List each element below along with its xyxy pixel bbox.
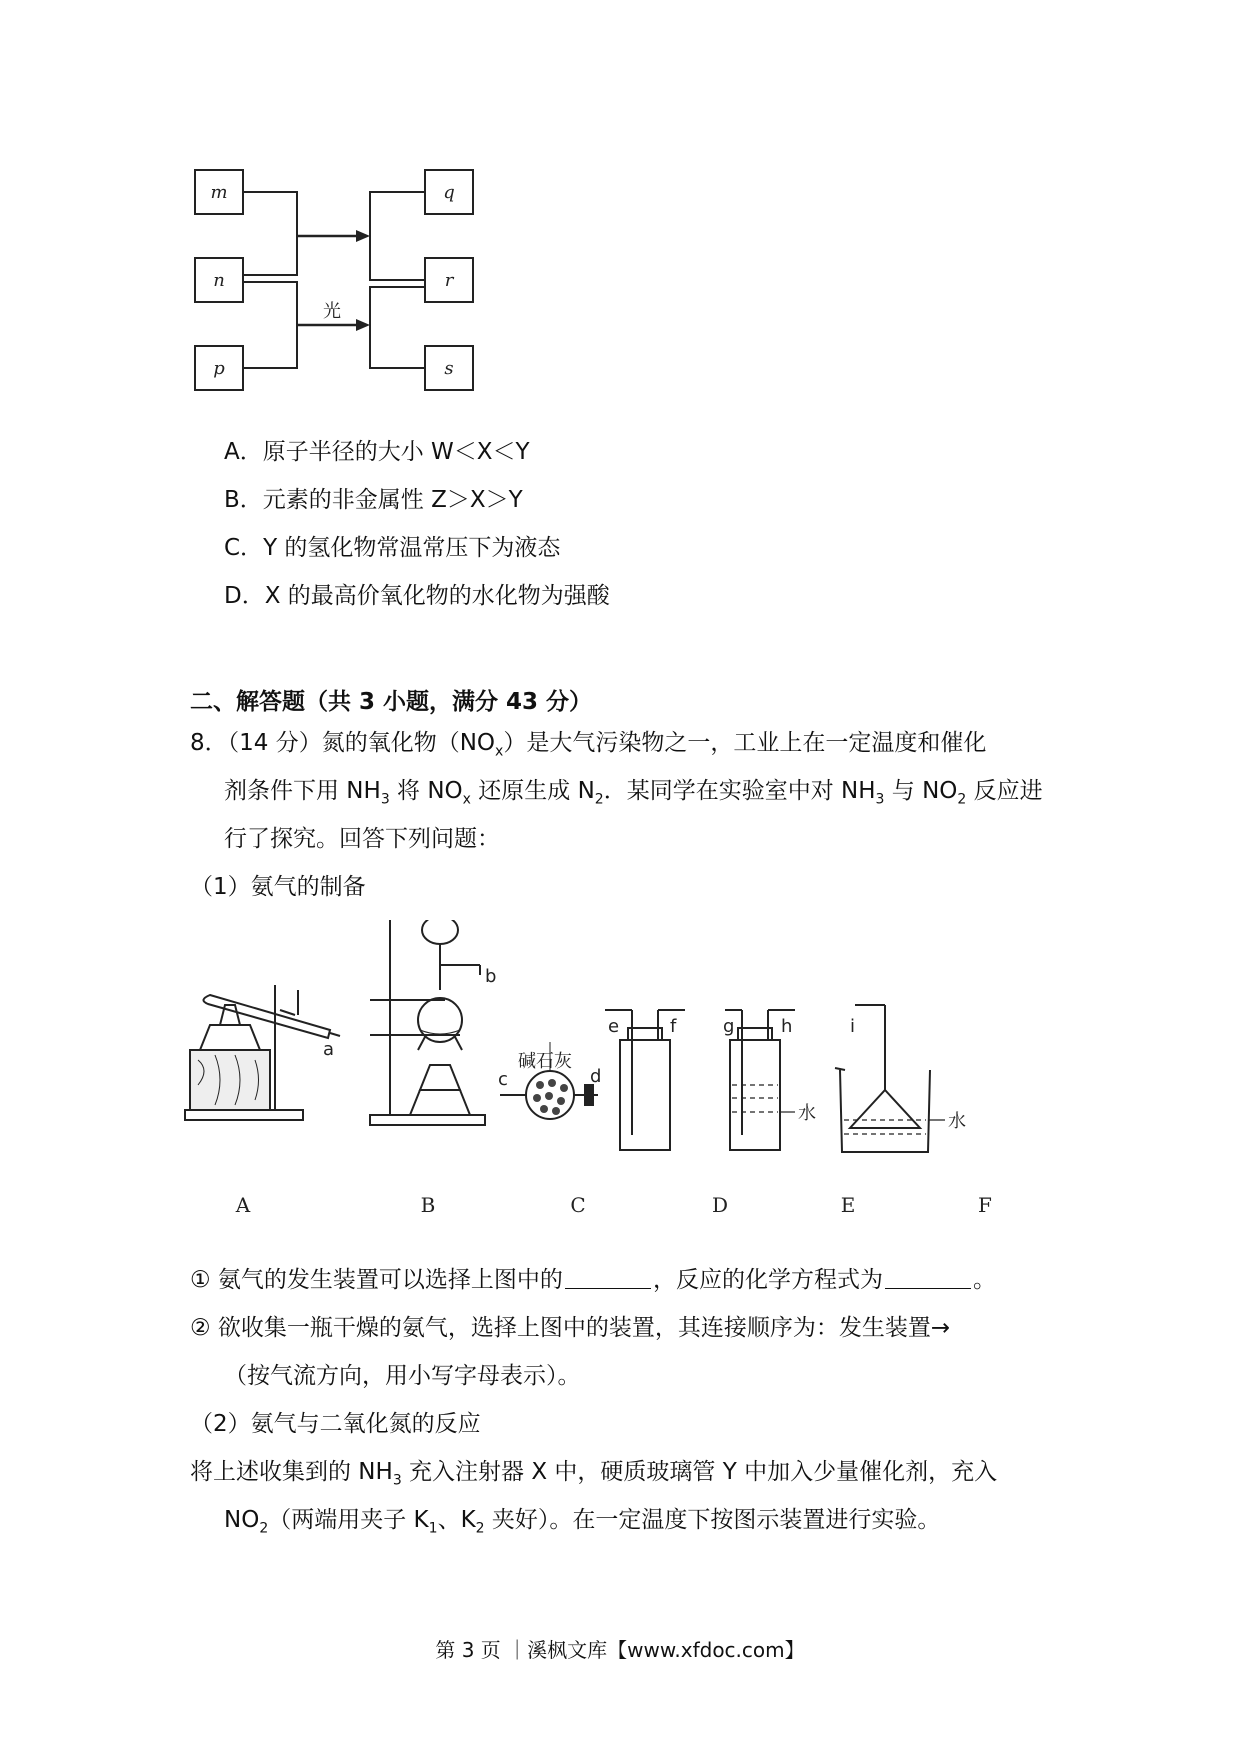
apparatus-label-b: B	[420, 1193, 436, 1217]
q8-p2-sub: 1	[428, 1520, 438, 1537]
option-c-letter: C．	[224, 535, 264, 561]
apparatus-label-c: C	[570, 1193, 586, 1217]
answer-blank-apparatus[interactable]	[565, 1266, 651, 1289]
q8-line2-part: 剂条件下用 NH	[224, 778, 381, 804]
label-soda-lime: 碱石灰	[518, 1051, 572, 1072]
option-b-letter: B．	[224, 487, 263, 513]
q8-item1-a: ① 氨气的发生装置可以选择上图中的	[190, 1267, 563, 1293]
option-a	[224, 437, 530, 467]
option-d-text: X 的最高价氧化物的水化物为强酸	[264, 583, 610, 609]
apparatus-label-a: A	[235, 1193, 251, 1217]
light-label: 光	[323, 301, 341, 322]
apparatus-b	[370, 920, 485, 1125]
q8-line1-c: ）是大气污染物之一，工业上在一定温度和催化	[503, 730, 987, 756]
label-water-e: 水	[798, 1103, 816, 1124]
q8-line2-part: 将 NO	[389, 778, 463, 804]
apparatus-figure	[180, 920, 1060, 1220]
box-q-label: q	[443, 182, 455, 203]
option-b	[224, 485, 523, 515]
page-footer: 第 3 页 ｜溪枫文库【www.xfdoc.com】	[435, 1638, 805, 1662]
apparatus-a	[185, 985, 340, 1120]
arrow-head-lower	[356, 319, 370, 331]
option-a-letter: A．	[224, 439, 263, 465]
option-c-text: Y 的氢化物常温常压下为液态	[263, 535, 561, 561]
q8-p2-part: NO	[224, 1507, 260, 1533]
q8-item-2-cont: （按气流方向，用小写字母表示）。	[224, 1363, 581, 1389]
q8-p2-sub: 2	[259, 1520, 269, 1537]
label-b: b	[485, 966, 497, 987]
q8-p1-sub: 3	[392, 1472, 402, 1489]
q8-line2-sub: 3	[380, 791, 390, 808]
q8-p2-part: 、K	[437, 1507, 476, 1533]
q8-p1-part: 充入注射器 X 中，硬质玻璃管 Y 中加入少量催化剂，充入	[401, 1459, 998, 1485]
reaction-flow-diagram	[190, 165, 490, 395]
q8-line2-part: ．某同学在实验室中对 NH	[603, 778, 876, 804]
label-c: c	[498, 1069, 508, 1090]
arrow-head-upper	[356, 230, 370, 242]
q8-line2-sub: 2	[957, 791, 967, 808]
q8-line1-a: 氮的氧化物（NO	[321, 730, 496, 756]
apparatus-label-e: E	[840, 1193, 856, 1217]
option-b-text: 元素的非金属性 Z＞X＞Y	[262, 487, 523, 513]
box-s-label: s	[444, 358, 454, 379]
box-p-label: p	[213, 358, 225, 379]
q8-sub1-heading: （1）氨气的制备	[190, 874, 366, 900]
q8-p2-part: 夹好）。在一定温度下按图示装置进行实验。	[484, 1507, 941, 1533]
option-d-letter: D．	[224, 583, 265, 609]
q8-line-1	[190, 728, 986, 758]
section-title: 二、解答题（共 3 小题，满分 43 分）	[190, 689, 593, 715]
q8-p1-part: 将上述收集到的 NH	[190, 1459, 393, 1485]
q8-number: 8．	[190, 730, 228, 756]
box-r-label: r	[444, 270, 454, 291]
q8-item-1	[190, 1265, 996, 1295]
label-d: d	[590, 1066, 602, 1087]
label-a: a	[323, 1039, 335, 1060]
label-g: g	[723, 1016, 735, 1037]
q8-line-2	[224, 776, 1043, 806]
label-water-f: 水	[948, 1111, 966, 1132]
q8-item1-b: ，反应的化学方程式为	[652, 1267, 883, 1293]
apparatus-label-f: F	[978, 1193, 992, 1217]
q8-line2-part: 反应进	[966, 778, 1043, 804]
option-c	[224, 533, 560, 563]
answer-blank-equation[interactable]	[885, 1266, 971, 1289]
q8-line-3: 行了探究。回答下列问题：	[224, 826, 500, 852]
apparatus-label-d: D	[711, 1193, 729, 1217]
label-h: h	[781, 1016, 793, 1037]
q8-line2-sub: 3	[875, 791, 885, 808]
q8-line2-sub: x	[462, 791, 471, 808]
q8-item-2: ② 欲收集一瓶干燥的氨气，选择上图中的装置，其连接顺序为：发生装置→	[190, 1315, 951, 1341]
q8-p2-sub: 2	[475, 1520, 485, 1537]
option-d	[224, 581, 610, 611]
box-m-label: m	[210, 182, 228, 203]
q8-paragraph-line-1	[190, 1457, 997, 1487]
option-a-text: 原子半径的大小 W＜X＜Y	[262, 439, 530, 465]
q8-score: （14 分）	[227, 730, 322, 756]
q8-paragraph-line-2	[224, 1505, 940, 1535]
q8-p2-part: （两端用夹子 K	[268, 1507, 429, 1533]
q8-line2-part: 与 NO	[884, 778, 958, 804]
q8-line1-sub: x	[495, 743, 504, 760]
label-f: f	[670, 1016, 677, 1037]
q8-sub2-heading: （2）氨气与二氧化氮的反应	[190, 1411, 481, 1437]
box-n-label: n	[213, 270, 225, 291]
q8-line2-sub: 2	[594, 791, 604, 808]
q8-line2-part: 还原生成 N	[470, 778, 595, 804]
q8-item1-c: 。	[972, 1267, 996, 1293]
label-i: i	[850, 1016, 856, 1037]
label-e: e	[608, 1016, 620, 1037]
